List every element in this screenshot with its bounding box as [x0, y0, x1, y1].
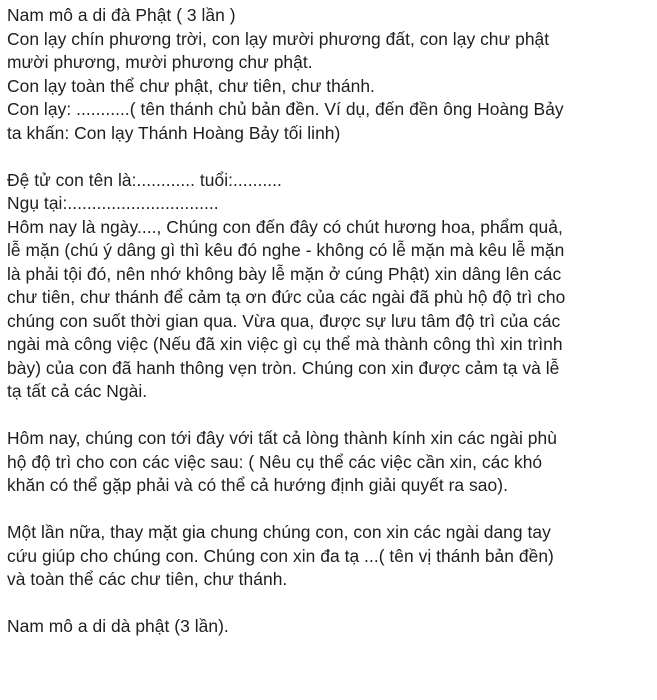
text-line: Ngụ tại:...............................: [7, 193, 219, 213]
request-paragraph: [7, 427, 652, 498]
text-line: Một lần nữa, thay mặt gia chung chúng con, con xin các ngài dang tay: [7, 522, 551, 542]
text-line: Con lạy toàn thể chư phật, chư tiên, chư thánh.: [7, 75, 375, 96]
text-line: hộ độ trì cho con các việc sau: ( Nêu cụ thể các việc cần xin, các khó: [7, 451, 543, 472]
text-line: Con lạy: ...........( tên thánh chủ bản đền. Ví dụ, đến đền ông Hoàng Bảy: [7, 99, 564, 119]
opening-paragraph: [7, 4, 652, 145]
paragraph-gap: [7, 145, 652, 169]
paragraph-gap: [7, 404, 652, 428]
text-line: Hôm nay, chúng con tới đây với tất cả lòng thành kính xin các ngài phù: [7, 428, 557, 448]
prayer-document: [7, 4, 652, 639]
text-line: Con lạy chín phương trời, con lạy mười phương đất, con lạy chư phật: [7, 28, 550, 49]
text-line: ngài mà công việc (Nếu đã xin việc gì cụ thể mà thành công thì xin trình: [7, 334, 563, 354]
text-line: chúng con suốt thời gian qua. Vừa qua, được sự lưu tâm độ trì của các: [7, 310, 561, 331]
text-line: Nam mô a di dà phật (3 lần).: [7, 616, 229, 636]
text-line: là phải tội đó, nên nhớ không bày lễ mặn ở cúng Phật) xin dâng lên các: [7, 263, 562, 284]
text-line: lễ mặn (chú ý dâng gì thì kêu đó nghe - không có lễ mặn mà kêu lễ mặn: [7, 240, 565, 260]
text-line: chư tiên, chư thánh để cảm tạ ơn đức của các ngài đã phù hộ độ trì cho: [7, 287, 566, 307]
text-line: cứu giúp cho chúng con. Chúng con xin đa tạ ...( tên vị thánh bản đền): [7, 545, 554, 566]
text-line: mười phương, mười phương chư phật.: [7, 52, 313, 72]
text-line: Đệ tử con tên là:............ tuổi:..........: [7, 169, 282, 190]
text-line: Hôm nay là ngày...., Chúng con đến đây có chút hương hoa, phẩm quả,: [7, 216, 563, 237]
closing-paragraph: [7, 521, 652, 592]
text-line: khăn có thể gặp phải và có thể cả hướng định giải quyết ra sao).: [7, 475, 508, 495]
text-line: Nam mô a di đà Phật ( 3 lần ): [7, 5, 236, 25]
paragraph-gap: [7, 498, 652, 522]
text-line: và toàn thể các chư tiên, chư thánh.: [7, 569, 288, 589]
text-line: bày) của con đã hanh thông vẹn tròn. Chúng con xin được cảm tạ và lễ: [7, 357, 560, 378]
text-line: ta khấn: Con lạy Thánh Hoàng Bảy tối linh): [7, 122, 341, 143]
final-invocation: [7, 615, 652, 639]
text-line: tạ tất cả các Ngài.: [7, 381, 148, 401]
disciple-info-paragraph: [7, 169, 652, 404]
paragraph-gap: [7, 592, 652, 616]
